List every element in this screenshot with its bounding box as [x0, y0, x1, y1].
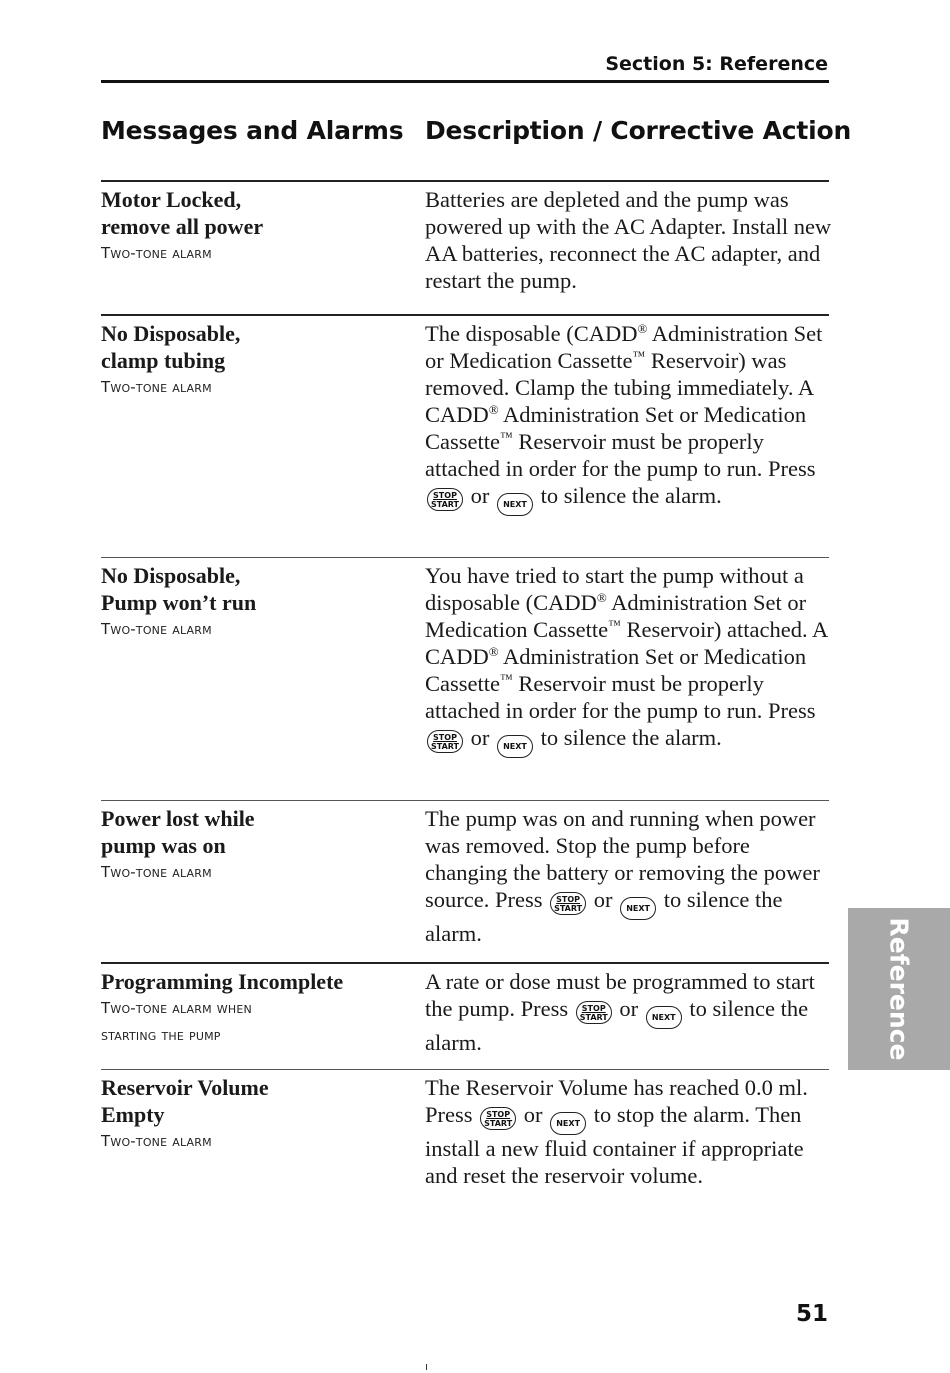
description-text: You have tried to start the pump without a disposable (CADD: [425, 563, 804, 615]
alarm-message: [101, 186, 401, 267]
alarm-row: [101, 314, 829, 509]
stop-key-label: STOP: [486, 1110, 511, 1119]
alarm-type: Two-tone alarm when starting the pump: [101, 999, 252, 1044]
next-key-icon: [646, 1006, 682, 1029]
next-key-label: NEXT: [651, 1013, 676, 1022]
stop-start-key-icon: [480, 1107, 516, 1130]
alarm-description: [425, 562, 835, 758]
reference-side-tab: [848, 908, 950, 1070]
description-text: to silence the alarm.: [425, 996, 809, 1055]
trademark-symbol: ®: [596, 590, 607, 605]
column-heading-messages: Messages and Alarms: [101, 116, 404, 145]
alarm-type: Two-tone alarm: [101, 620, 212, 638]
alarm-type: Two-tone alarm: [101, 1132, 212, 1150]
alarm-title: Reservoir Volume Empty: [101, 1075, 269, 1127]
alarm-message: [101, 320, 401, 401]
description-text: to stop the alarm. Then install a new fluid container if appropriate and reset the reservoir volume.: [425, 1102, 804, 1188]
start-key-label: START: [430, 500, 460, 509]
alarm-description: [425, 805, 835, 947]
description-text: The disposable (CADD: [425, 321, 638, 346]
stop-key-label: STOP: [433, 491, 457, 500]
next-key-label: NEXT: [556, 1119, 581, 1128]
column-heading-description: Description / Corrective Action: [425, 116, 852, 145]
description-text: or: [518, 1102, 549, 1127]
description-text: Administration Set or Medication Cassette: [425, 590, 807, 642]
stop-key-label: STOP: [556, 895, 581, 904]
description-text: Administration Set or Medication Cassette: [425, 644, 807, 696]
alarm-title: Programming Incomplete: [101, 969, 344, 994]
stop-start-key-icon: [550, 892, 586, 915]
trademark-symbol: ®: [488, 644, 499, 659]
footer-mark: ı: [425, 1360, 429, 1373]
next-key-label: NEXT: [503, 500, 527, 509]
start-key-label: START: [554, 904, 583, 913]
alarm-description: [425, 1074, 835, 1189]
trademark-symbol: ™: [632, 348, 646, 363]
alarm-message: [101, 562, 401, 643]
description-text: Batteries are depleted and the pump was powered up with the AC Adapter. Install new AA batteries, reconnect the AC adapter, and restart the pump.: [425, 187, 832, 293]
description-text: Reservoir) was removed. Clamp the tubing immediately. A CADD: [425, 348, 813, 427]
description-text: to silence the alarm.: [535, 483, 722, 508]
description-text: The pump was on and running when power was removed. Stop the pump before changing the battery or removing the power source. Press: [425, 806, 820, 912]
description-text: Administration Set or Medication Cassette: [425, 321, 823, 373]
description-text: or: [588, 887, 619, 912]
start-key-label: START: [484, 1119, 513, 1128]
next-key-icon: [620, 897, 656, 920]
page-number: 51: [795, 1301, 828, 1327]
alarm-title: No Disposable, clamp tubing: [101, 321, 241, 373]
alarm-row: [101, 962, 829, 1055]
alarm-message: [101, 968, 401, 1049]
description-text: to silence the alarm.: [535, 725, 722, 750]
alarm-row: [101, 1069, 829, 1188]
description-text: or: [465, 725, 495, 750]
alarm-type: Two-tone alarm: [101, 863, 212, 881]
next-key-label: NEXT: [626, 904, 650, 913]
stop-start-key-icon: [427, 730, 463, 753]
alarm-message: [101, 1074, 401, 1155]
alarm-row: [101, 800, 829, 946]
alarm-description: [425, 186, 835, 294]
alarm-message: [101, 805, 401, 886]
description-text: Reservoir) attached. A CADD: [425, 617, 828, 669]
trademark-symbol: ™: [499, 429, 513, 444]
start-key-label: START: [579, 1013, 608, 1022]
start-key-label: START: [430, 742, 460, 751]
next-key-icon: [497, 493, 533, 516]
description-text: Administration Set or Medication Cassette: [425, 402, 807, 454]
next-key-icon: [550, 1112, 586, 1135]
description-text: to silence the alarm.: [425, 887, 783, 946]
alarm-description: [425, 320, 835, 516]
description-text: A rate or dose must be programmed to start the pump. Press: [425, 969, 815, 1021]
trademark-symbol: ™: [499, 671, 513, 686]
alarm-description: [425, 968, 835, 1056]
stop-start-key-icon: [427, 488, 463, 511]
alarm-type: Two-tone alarm: [101, 378, 212, 396]
trademark-symbol: ®: [637, 321, 648, 336]
alarm-type: Two-tone alarm: [101, 244, 212, 262]
reference-tab-label: Reference: [884, 917, 914, 1061]
alarm-row: [101, 557, 829, 751]
trademark-symbol: ®: [488, 402, 499, 417]
description-text: The Reservoir Volume has reached 0.0 ml. Press: [425, 1075, 808, 1127]
section-header: Section 5: Reference: [605, 53, 828, 75]
alarm-title: No Disposable, Pump won’t run: [101, 563, 257, 615]
stop-key-label: STOP: [433, 733, 457, 742]
stop-key-label: STOP: [581, 1004, 606, 1013]
next-key-label: NEXT: [503, 742, 527, 751]
header-rule: [101, 80, 829, 83]
next-key-icon: [497, 735, 533, 758]
description-text: or: [613, 996, 644, 1021]
description-text: Reservoir must be properly attached in order for the pump to run. Press: [425, 429, 816, 481]
alarm-row: [101, 180, 832, 293]
description-text: or: [465, 483, 495, 508]
alarm-title: Motor Locked, remove all power: [101, 187, 264, 239]
stop-start-key-icon: [576, 1001, 612, 1024]
description-text: Reservoir must be properly attached in order for the pump to run. Press: [425, 671, 816, 723]
alarm-title: Power lost while pump was on: [101, 806, 255, 858]
trademark-symbol: ™: [608, 617, 621, 632]
